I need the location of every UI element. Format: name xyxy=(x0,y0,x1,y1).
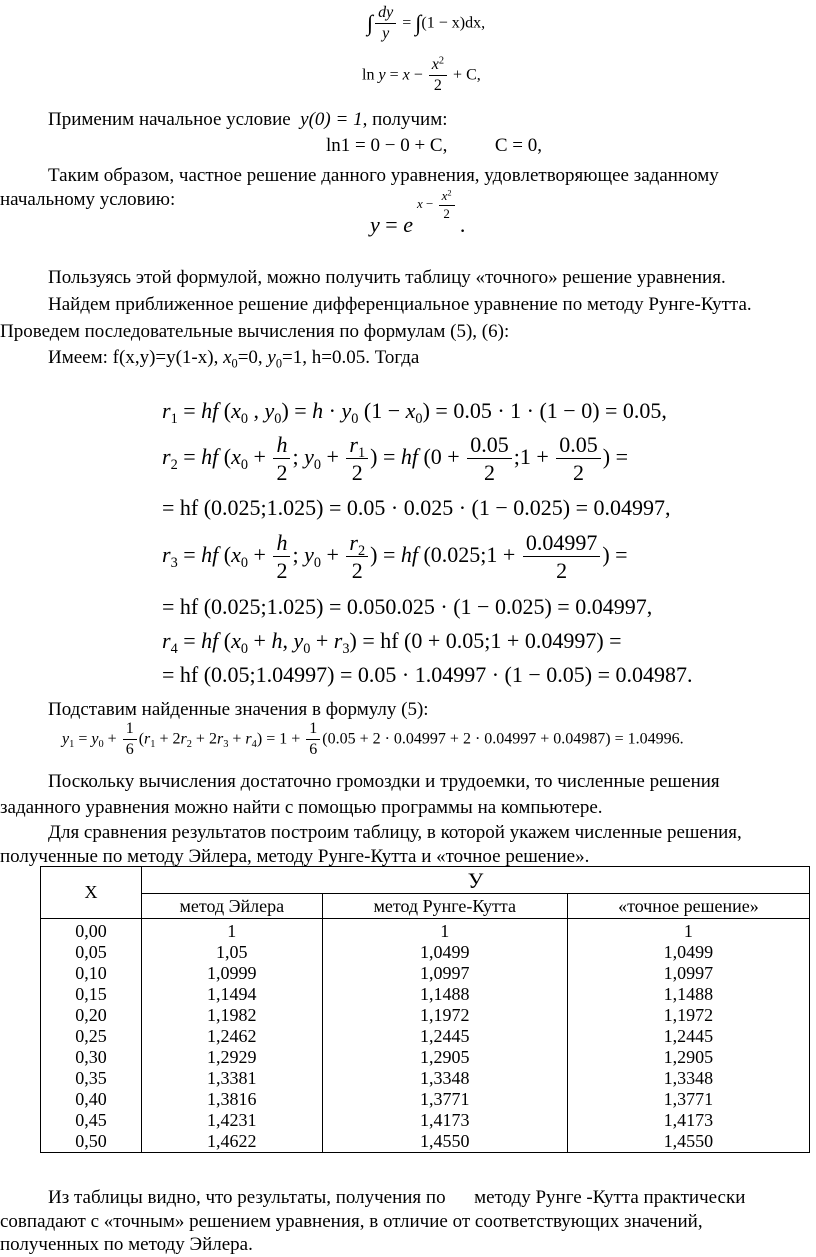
column-header-euler: метод Эйлера xyxy=(142,894,323,919)
table-row xyxy=(41,1131,810,1153)
table-cell-x: 0,40 xyxy=(41,1089,142,1110)
paragraph-substitute: Подставим найденные значения в формулу (5): xyxy=(48,699,429,720)
equation-constant: ln1 = 0 − 0 + C, C = 0, xyxy=(326,135,542,156)
table-row xyxy=(41,942,810,963)
paragraph-runge-line-1: Найдем приближенное решение дифференциальное уравнение по методу Рунге-Кутта. xyxy=(48,294,752,315)
table-cell-x: 0,20 xyxy=(41,1005,142,1026)
table-cell-value: 1,0499 xyxy=(567,942,809,963)
table-cell-x: 0,35 xyxy=(41,1068,142,1089)
table-cell-value: 1,2905 xyxy=(567,1047,809,1068)
table-cell-value: 1 xyxy=(322,919,567,943)
table-cell-value: 1,2462 xyxy=(142,1026,323,1047)
table-cell-value: 1,2929 xyxy=(142,1047,323,1068)
equation-r1: $r_1$ = hf ($x_0$ , $y_0) = h \cdot y_0$ $(1 - x_0) = 0.05 \cdot 1 \cdot (1 - 0) = 0.05$, xyxy=(162,398,667,427)
column-header-exact: «точное решение» xyxy=(567,894,809,919)
equation-y1: $y_1 = y_0$ + $\frac{1}{6}$ $(r_1 + 2r_2 + 2r_3 + r_4) = 1$ + $\frac{1}{6}$ (0.05 + 2 · 0.04997 + 2 · 0.04997 + 0.04987) = 1.04996. xyxy=(62,720,684,759)
table-cell-value: 1,2905 xyxy=(322,1047,567,1068)
paragraph-since-line-2: заданного уравнения можно найти с помощью программы на компьютере. xyxy=(0,797,603,818)
table-cell-value: 1,0997 xyxy=(567,963,809,984)
table-cell-value: 1,3348 xyxy=(322,1068,567,1089)
initial-condition-formula: y(0) = 1 xyxy=(300,109,363,130)
column-header-x: X xyxy=(41,867,142,919)
table-row xyxy=(41,1110,810,1131)
table-cell-x: 0,50 xyxy=(41,1131,142,1153)
table-cell-value: 1,0999 xyxy=(142,963,323,984)
table-cell-value: 1,4622 xyxy=(142,1131,323,1153)
paragraph-conclusion-line-1: Из таблицы видно, что результаты, получения по методу Рунге -Кутта практически xyxy=(48,1187,746,1208)
table-cell-value: 1,4550 xyxy=(567,1131,809,1153)
table-cell-x: 0,10 xyxy=(41,963,142,984)
equation-r3-line-2: = hf (0.025;1.025) = 0.050.025 · (1 − 0.025) = 0.04997, xyxy=(162,594,653,619)
table-row xyxy=(41,1089,810,1110)
paragraph-given: Имеем: f(x,y)=y(1-x), $x_0=0$, $y_0=1$, h=0.05. Тогда xyxy=(48,347,420,371)
table-cell-value: 1,1972 xyxy=(567,1005,809,1026)
equation-r2-line-1: $r_2$ = hf ($x_0$ + $\frac{h}{2}$ ; $y_0$ + $\frac{r_1}{2}$ ) = hf (0 + $\frac{0.05}{2}$ ;1 + $\frac{0.05}{2}$ ) = xyxy=(162,432,628,486)
table-row xyxy=(41,1047,810,1068)
table-cell-value: 1,1982 xyxy=(142,1005,323,1026)
table-cell-x: 0,30 xyxy=(41,1047,142,1068)
table-cell-value: 1,4173 xyxy=(567,1110,809,1131)
equation-r4-line-1: $r_4$ = hf ($x_0 + h$, $y_0 + r_3$) = hf (0 + 0.05;1 + 0.04997) = xyxy=(162,628,622,657)
table-row xyxy=(41,1068,810,1089)
table-row xyxy=(41,1026,810,1047)
table-cell-value: 1,1494 xyxy=(142,984,323,1005)
paragraph-since-line-1: Поскольку вычисления достаточно громоздки и трудоемки, то численные решения xyxy=(48,771,720,792)
equation-particular-solution: y = e $^{x - \frac{x^2}{2}}$ . xyxy=(370,186,466,237)
column-header-y: У xyxy=(142,867,810,894)
table-cell-value: 1,0997 xyxy=(322,963,567,984)
table-row xyxy=(41,919,810,943)
paragraph-runge-line-2: Проведем последовательные вычисления по формулам (5), (6): xyxy=(0,321,510,342)
table-cell-value: 1,1488 xyxy=(322,984,567,1005)
table-cell-x: 0,45 xyxy=(41,1110,142,1131)
equation-log: ln y = x − $\frac{x^2}{2}$ + C, xyxy=(362,55,481,95)
paragraph-thus-line-1: Таким образом, частное решение данного уравнения, удовлетворяющее заданному xyxy=(48,165,719,186)
paragraph-formula: Пользуясь этой формулой, можно получить таблицу «точного» решение уравнения. xyxy=(48,267,726,288)
table-cell-value: 1,4173 xyxy=(322,1110,567,1131)
paragraph-initial-condition: Применим начальное условие y(0) = 1, получим: xyxy=(48,109,448,130)
table-cell-value: 1 xyxy=(567,919,809,943)
table-cell-value: 1,3771 xyxy=(567,1089,809,1110)
equation-r2-line-2: = hf (0.025;1.025) = 0.05 · 0.025 · (1 − 0.025) = 0.04997, xyxy=(162,495,671,520)
table-row xyxy=(41,963,810,984)
table-cell-value: 1,1972 xyxy=(322,1005,567,1026)
paragraph-compare-line-1: Для сравнения результатов построим таблицу, в которой укажем численные решения, xyxy=(48,822,742,843)
equation-integral: ∫ $\frac{dy}{y}$ = ∫(1 − x)dx, xyxy=(367,4,486,43)
table-row xyxy=(41,984,810,1005)
equation-log-tail: + C, xyxy=(453,66,481,84)
table-cell-value: 1,3771 xyxy=(322,1089,567,1110)
table-cell-value: 1 xyxy=(142,919,323,943)
table-cell-value: 1,2445 xyxy=(322,1026,567,1047)
results-table xyxy=(40,866,810,1153)
paragraph-thus-line-2: начальному условию: xyxy=(0,189,176,210)
table-cell-value: 1,3816 xyxy=(142,1089,323,1110)
table-cell-value: 1,05 xyxy=(142,942,323,963)
table-cell-value: 1,3381 xyxy=(142,1068,323,1089)
table-cell-value: 1,0499 xyxy=(322,942,567,963)
table-cell-x: 0,00 xyxy=(41,919,142,943)
table-cell-x: 0,15 xyxy=(41,984,142,1005)
column-header-runge-kutta: метод Рунге-Кутта xyxy=(322,894,567,919)
table-cell-value: 1,1488 xyxy=(567,984,809,1005)
table-cell-value: 1,4231 xyxy=(142,1110,323,1131)
equation-r4-line-2: = hf (0.05;1.04997) = 0.05 · 1.04997 · (1 − 0.05) = 0.04987. xyxy=(162,662,693,687)
table-cell-value: 1,4550 xyxy=(322,1131,567,1153)
table-row xyxy=(41,1005,810,1026)
table-cell-x: 0,25 xyxy=(41,1026,142,1047)
paragraph-conclusion-line-3: полученных по методу Эйлера. xyxy=(0,1234,253,1255)
paragraph-compare-line-2: полученные по методу Эйлера, методу Рунге-Кутта и «точное решение». xyxy=(0,846,590,867)
paragraph-conclusion-line-2: совпадают с «точным» решением уравнения, в отличие от соответствующих значений, xyxy=(0,1211,703,1232)
equation-r3-line-1: $r_3$ = hf ($x_0$ + $\frac{h}{2}$ ; $y_0$ + $\frac{r_2}{2}$ ) = hf (0.025;1 + $\frac{0.04997}{2}$ ) = xyxy=(162,530,628,584)
results-table-body xyxy=(41,919,810,1153)
equation-integral-rhs: (1 − x)dx, xyxy=(421,14,486,32)
table-cell-value: 1,2445 xyxy=(567,1026,809,1047)
table-cell-x: 0,05 xyxy=(41,942,142,963)
table-cell-value: 1,3348 xyxy=(567,1068,809,1089)
